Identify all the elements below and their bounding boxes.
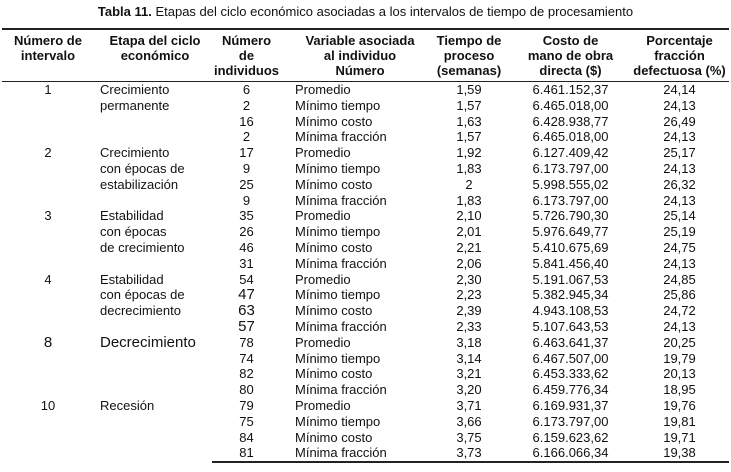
header-tiempo	[427, 29, 511, 82]
defect-percentage: 20,25	[663, 334, 696, 350]
labor-cost: 4.943.108,53	[532, 303, 609, 319]
labor-cost: 5.191.067,53	[532, 271, 609, 287]
associated-variable: Promedio	[295, 397, 351, 413]
stage-line: Recesión	[100, 397, 155, 413]
stage-line: Decrecimiento	[100, 333, 196, 351]
labor-cost: 6.453.333,62	[532, 366, 609, 382]
process-time: 1,63	[456, 113, 482, 129]
associated-variable: Mínimo costo	[295, 429, 373, 445]
defect-percentage: 24,14	[663, 82, 696, 97]
process-time: 3,75	[456, 429, 482, 445]
interval-number: 2	[44, 145, 52, 161]
associated-variable: Mínima fracción	[295, 192, 387, 208]
header-line: individuos	[214, 63, 279, 78]
table-caption	[0, 4, 731, 19]
labor-cost: 6.173.797,00	[532, 160, 609, 176]
defect-percentage: 19,76	[663, 397, 696, 413]
process-time: 3,71	[456, 397, 482, 413]
defect-percentage: 24,85	[663, 271, 696, 287]
process-time: 2,30	[456, 271, 482, 287]
individual-count: 26	[239, 224, 254, 240]
associated-variable: Promedio	[295, 334, 351, 350]
individual-count: 6	[242, 82, 251, 97]
economic-stage	[94, 272, 212, 335]
process-time: 1,57	[456, 97, 482, 113]
table-row	[2, 145, 729, 161]
economic-stage	[94, 145, 212, 208]
stage-line: Crecimiento	[100, 82, 170, 97]
interval-number: 4	[44, 271, 52, 287]
defect-percentage: 24,13	[663, 255, 696, 271]
associated-variable: Mínimo costo	[295, 113, 373, 129]
defect-percentage: 26,49	[663, 113, 696, 129]
individual-count: 9	[242, 160, 251, 176]
associated-variable: Mínimo tiempo	[295, 97, 381, 113]
interval-number: 8	[43, 333, 53, 351]
individual-count: 46	[239, 239, 254, 255]
defect-percentage: 19,81	[663, 413, 696, 429]
process-time: 2,01	[456, 224, 482, 240]
process-time: 2,39	[456, 303, 482, 319]
process-time: 2,23	[456, 287, 482, 303]
process-time: 2,21	[456, 239, 482, 255]
header-etapa	[94, 29, 212, 82]
header-intervalo	[2, 29, 94, 82]
associated-variable: Promedio	[295, 82, 351, 97]
labor-cost: 6.465.018,00	[532, 129, 609, 145]
labor-cost: 6.463.641,37	[532, 334, 609, 350]
labor-cost: 6.459.776,34	[532, 382, 609, 398]
header-line: (semanas)	[436, 63, 502, 78]
labor-cost: 6.169.931,37	[532, 397, 609, 413]
process-time: 2,06	[456, 255, 482, 271]
defect-percentage: 19,71	[663, 429, 696, 445]
header-line: defectuosa (%)	[633, 63, 726, 78]
defect-percentage: 25,86	[663, 287, 696, 303]
economic-stage	[94, 82, 212, 146]
process-time: 3,66	[456, 413, 482, 429]
defect-percentage: 18,95	[663, 382, 696, 398]
defect-percentage: 24,13	[663, 192, 696, 208]
header-line: proceso	[443, 48, 495, 63]
labor-cost: 6.465.018,00	[532, 97, 609, 113]
individual-count: 47	[238, 286, 255, 304]
associated-variable: Mínima fracción	[295, 129, 387, 145]
associated-variable: Promedio	[295, 145, 351, 161]
process-time: 2	[465, 176, 473, 192]
header-line: al individuo	[323, 48, 397, 63]
process-time: 1,92	[456, 145, 482, 161]
stage-line: estabilización	[100, 176, 179, 192]
process-time: 3,73	[427, 445, 511, 462]
header-line: Variable asociada	[305, 33, 415, 48]
interval-number: 3	[44, 208, 52, 224]
header-line: Número de	[14, 33, 82, 48]
individual-count: 84	[239, 429, 254, 445]
individual-count: 57	[238, 317, 255, 335]
defect-percentage: 24,72	[663, 303, 696, 319]
header-variable	[281, 29, 427, 82]
individual-count: 31	[239, 255, 254, 271]
economic-stage	[94, 208, 212, 271]
header-line: fracción	[654, 48, 705, 63]
individual-count: 54	[239, 271, 254, 287]
header-line: Porcentaje	[646, 33, 713, 48]
individual-count: 63	[238, 302, 255, 320]
associated-variable: Mínimo costo	[295, 366, 373, 382]
defect-percentage: 20,13	[663, 366, 696, 382]
labor-cost: 6.428.938,77	[532, 113, 609, 129]
labor-cost: 6.461.152,37	[532, 82, 609, 97]
process-time: 3,21	[456, 366, 482, 382]
defect-percentage: 24,75	[663, 239, 696, 255]
header-porcentaje	[630, 29, 729, 82]
stage-line: Estabilidad	[100, 271, 164, 287]
table-row	[2, 272, 729, 288]
individual-count: 2	[242, 97, 251, 113]
stage-line: con épocas	[100, 224, 167, 240]
labor-cost: 6.159.623,62	[532, 429, 609, 445]
defect-percentage: 25,17	[663, 145, 696, 161]
associated-variable: Promedio	[295, 208, 351, 224]
associated-variable: Mínimo costo	[295, 239, 373, 255]
individual-count: 35	[239, 208, 254, 224]
individual-count: 16	[239, 113, 254, 129]
process-time: 1,83	[456, 192, 482, 208]
associated-variable: Mínima fracción	[295, 255, 387, 271]
process-time: 3,20	[456, 382, 482, 398]
header-individuos	[212, 29, 281, 82]
individual-count: 80	[239, 382, 254, 398]
labor-cost: 5.382.945,34	[532, 287, 609, 303]
economic-cycle-table	[2, 28, 729, 463]
individual-count: 75	[239, 413, 254, 429]
table-body	[2, 82, 729, 463]
process-time: 2,33	[456, 318, 482, 334]
header-line: mano de obra	[527, 48, 614, 63]
process-time: 2,10	[456, 208, 482, 224]
defect-percentage: 26,32	[663, 176, 696, 192]
economic-stage	[94, 335, 212, 398]
table-row	[2, 82, 729, 98]
labor-cost: 6.127.409,42	[532, 145, 609, 161]
header-line: directa ($)	[539, 63, 602, 78]
individual-count: 2	[242, 129, 251, 145]
table-row	[2, 335, 729, 351]
caption-label: Tabla 11.	[97, 4, 152, 19]
individual-count: 82	[239, 366, 254, 382]
defect-percentage: 19,79	[663, 350, 696, 366]
associated-variable: Mínimo tiempo	[295, 160, 381, 176]
process-time: 1,57	[456, 129, 482, 145]
stage-line: con épocas de	[100, 287, 185, 303]
defect-percentage: 25,14	[663, 208, 696, 224]
defect-percentage: 19,38	[630, 445, 729, 462]
labor-cost: 5.841.456,40	[532, 255, 609, 271]
defect-percentage: 24,13	[663, 160, 696, 176]
associated-variable: Mínima fracción	[295, 382, 387, 398]
header-line: intervalo	[20, 48, 76, 63]
table-row	[2, 398, 729, 414]
individual-count: 17	[239, 145, 254, 161]
caption-text: Etapas del ciclo económico asociadas a los intervalos de tiempo de procesamiento	[151, 4, 634, 19]
individual-count: 25	[239, 176, 254, 192]
header-line: Tiempo de	[436, 33, 502, 48]
labor-cost: 5.976.649,77	[532, 224, 609, 240]
associated-variable: Mínimo costo	[295, 303, 373, 319]
stage-line: de crecimiento	[100, 239, 185, 255]
labor-cost: 6.173.797,00	[532, 413, 609, 429]
stage-line: Estabilidad	[100, 208, 164, 224]
stage-line: con épocas de	[100, 160, 185, 176]
associated-variable: Mínimo tiempo	[295, 350, 381, 366]
header-line: Número de	[221, 33, 272, 63]
header-line: económico	[120, 48, 190, 63]
associated-variable: Promedio	[295, 271, 351, 287]
individual-count: 81	[212, 445, 281, 462]
defect-percentage: 25,19	[663, 224, 696, 240]
associated-variable: Mínimo costo	[295, 176, 373, 192]
economic-stage	[94, 398, 212, 462]
labor-cost: 5.107.643,53	[532, 318, 609, 334]
header-line: Costo de	[542, 33, 599, 48]
process-time: 3,18	[456, 334, 482, 350]
interval-number: 10	[40, 397, 56, 413]
individual-count: 74	[239, 350, 254, 366]
associated-variable: Mínimo tiempo	[295, 413, 381, 429]
header-costo	[511, 29, 630, 82]
associated-variable: Mínima fracción	[281, 445, 427, 462]
labor-cost: 5.410.675,69	[532, 239, 609, 255]
labor-cost: 6.166.066,34	[511, 445, 630, 462]
stage-line: permanente	[100, 97, 170, 113]
individual-count: 78	[239, 334, 254, 350]
labor-cost: 5.726.790,30	[532, 208, 609, 224]
table-header	[2, 29, 729, 82]
defect-percentage: 24,13	[663, 97, 696, 113]
associated-variable: Mínima fracción	[295, 318, 387, 334]
stage-line: decrecimiento	[100, 303, 181, 319]
header-line: Número	[335, 63, 385, 78]
individual-count: 9	[242, 192, 251, 208]
process-time: 1,83	[456, 160, 482, 176]
labor-cost: 5.998.555,02	[532, 176, 609, 192]
stage-line: Crecimiento	[100, 145, 170, 161]
labor-cost: 6.173.797,00	[532, 192, 609, 208]
associated-variable: Mínimo tiempo	[295, 287, 381, 303]
table-row	[2, 208, 729, 224]
process-time: 1,59	[456, 82, 482, 97]
labor-cost: 6.467.507,00	[532, 350, 609, 366]
process-time: 3,14	[456, 350, 482, 366]
interval-number: 1	[44, 82, 52, 97]
defect-percentage: 24,13	[663, 129, 696, 145]
individual-count: 79	[239, 397, 254, 413]
defect-percentage: 24,13	[663, 318, 696, 334]
header-line: Etapa del ciclo	[109, 33, 201, 48]
associated-variable: Mínimo tiempo	[295, 224, 381, 240]
